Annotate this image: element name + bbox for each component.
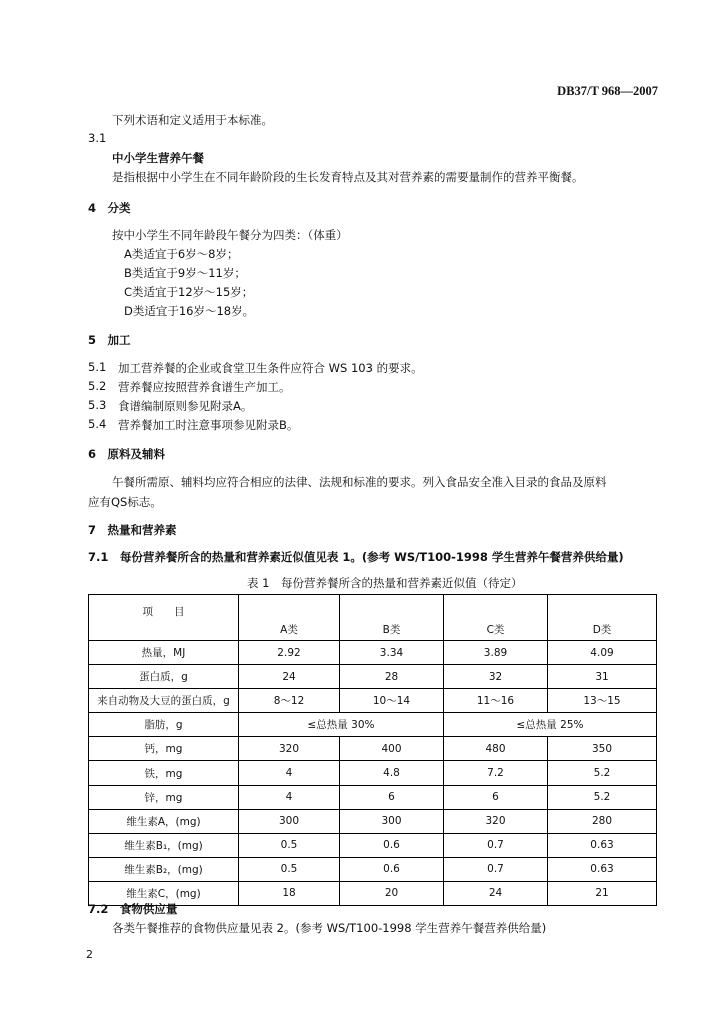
table-row [89, 785, 657, 809]
page-number: 2 [86, 948, 93, 961]
table-cell: 18 [239, 881, 340, 905]
table-cell: 480 [444, 737, 548, 761]
nutrient-table [88, 594, 657, 906]
table-cell: 400 [340, 737, 444, 761]
table-row [89, 713, 657, 737]
table-cell: 0.63 [548, 833, 657, 857]
table-cell: 20 [340, 881, 444, 905]
section-3-1-number: 3.1 [88, 131, 107, 145]
header-class-b: B类 [340, 595, 444, 641]
merged-cell: ≤总热量 25% [444, 713, 657, 737]
section-7-2-heading: 7.2 食物供应量 [88, 902, 178, 916]
table-cell: 0.6 [340, 833, 444, 857]
merged-cell: ≤总热量 30% [239, 713, 444, 737]
table-cell: 4 [239, 761, 340, 785]
table-row [89, 761, 657, 785]
section-6-text-line1: 午餐所需原、辅料均应符合相应的法律、法规和标准的要求。列入食品安全准入目录的食品及原料 [112, 475, 607, 489]
section-7-2-text: 各类午餐推荐的食物供应量见表 2。(参考 WS/T100-1998 学生营养午餐营养供给量) [112, 921, 547, 935]
table-cell: 13～15 [548, 689, 657, 713]
section-5-1-number: 5.1 [88, 360, 107, 374]
header-item: 项 目 [89, 595, 239, 641]
section-5-2-text: 营养餐应按照营养食谱生产加工。 [118, 380, 291, 394]
table-cell: 0.7 [444, 833, 548, 857]
row-label: 维生素B₁，(mg) [89, 833, 239, 857]
intro-text: 下列术语和定义适用于本标准。 [112, 113, 273, 127]
section-5-4-number: 5.4 [88, 417, 107, 431]
table-cell: 0.6 [340, 857, 444, 881]
table-cell: 5.2 [548, 785, 657, 809]
table-row [89, 665, 657, 689]
row-label: 热量，MJ [89, 641, 239, 665]
table-cell: 320 [444, 809, 548, 833]
table-1-caption: 表 1 每份营养餐所含的热量和营养素近似值（待定） [247, 576, 523, 590]
table-cell: 4.09 [548, 641, 657, 665]
table-cell: 21 [548, 881, 657, 905]
category-item: A类适宜于6岁～8岁； [124, 247, 239, 261]
table-cell: 6 [340, 785, 444, 809]
row-label: 蛋白质，g [89, 665, 239, 689]
header-class-d: D类 [548, 595, 657, 641]
table-cell: 300 [340, 809, 444, 833]
table-cell: 4 [239, 785, 340, 809]
table-cell: 300 [239, 809, 340, 833]
table-cell: 2.92 [239, 641, 340, 665]
section-7-heading: 7 热量和营养素 [88, 523, 177, 537]
table-header-row [89, 595, 657, 641]
section-4-intro: 按中小学生不同年龄段午餐分为四类：（体重） [112, 228, 348, 242]
table-cell: 28 [340, 665, 444, 689]
row-label: 维生素A，(mg) [89, 809, 239, 833]
section-3-1-term: 中小学生营养午餐 [112, 151, 204, 165]
table-cell: 32 [444, 665, 548, 689]
row-label: 钙，mg [89, 737, 239, 761]
section-5-heading: 5 加工 [88, 333, 131, 347]
section-4-heading: 4 分类 [88, 201, 131, 215]
table-cell: 320 [239, 737, 340, 761]
table-cell: 24 [444, 881, 548, 905]
table-cell: 0.7 [444, 857, 548, 881]
section-5-2-number: 5.2 [88, 379, 107, 393]
table-cell: 8～12 [239, 689, 340, 713]
table-cell: 280 [548, 809, 657, 833]
row-label: 锌，mg [89, 785, 239, 809]
header-class-c: C类 [444, 595, 548, 641]
category-item: C类适宜于12岁～15岁； [124, 285, 254, 299]
table-row [89, 737, 657, 761]
table-cell: 3.34 [340, 641, 444, 665]
table-cell: 5.2 [548, 761, 657, 785]
table-cell: 0.5 [239, 857, 340, 881]
table-cell: 10～14 [340, 689, 444, 713]
table-cell: 24 [239, 665, 340, 689]
section-5-3-number: 5.3 [88, 398, 107, 412]
section-7-1-text: 7.1 每份营养餐所含的热量和营养素近似值见表 1。(参考 WS/T100-1998 学生营养午餐营养供给量) [88, 550, 624, 564]
table-cell: 11～16 [444, 689, 548, 713]
table-cell: 4.8 [340, 761, 444, 785]
section-5-1-text: 加工营养餐的企业或食堂卫生条件应符合 WS 103 的要求。 [118, 361, 423, 375]
header-class-a: A类 [239, 595, 340, 641]
section-6-text-line2: 应有QS标志。 [88, 495, 162, 509]
section-3-1-definition: 是指根据中小学生在不同年龄阶段的生长发育特点及其对营养素的需要量制作的营养平衡餐。 [112, 170, 584, 184]
table-cell: 3.89 [444, 641, 548, 665]
table-row [89, 809, 657, 833]
section-5-4-text: 营养餐加工时注意事项参见附录B。 [118, 418, 299, 432]
row-label: 维生素C，(mg) [89, 881, 239, 905]
row-label: 来自动物及大豆的蛋白质，g [89, 689, 239, 713]
table-row [89, 833, 657, 857]
table-row [89, 689, 657, 713]
table-row [89, 641, 657, 665]
section-5-3-text: 食谱编制原则参见附录A。 [118, 399, 253, 413]
table-cell: 6 [444, 785, 548, 809]
table-row [89, 857, 657, 881]
document-code-header: DB37/T 968—2007 [557, 84, 658, 98]
section-6-heading: 6 原料及辅料 [88, 447, 166, 461]
category-item: D类适宜于16岁～18岁。 [124, 304, 255, 318]
row-label: 铁，mg [89, 761, 239, 785]
table-cell: 31 [548, 665, 657, 689]
table-cell: 0.63 [548, 857, 657, 881]
row-label: 维生素B₂，(mg) [89, 857, 239, 881]
row-label: 脂肪，g [89, 713, 239, 737]
category-item: B类适宜于9岁～11岁； [124, 266, 246, 280]
table-cell: 7.2 [444, 761, 548, 785]
table-cell: 0.5 [239, 833, 340, 857]
table-cell: 350 [548, 737, 657, 761]
